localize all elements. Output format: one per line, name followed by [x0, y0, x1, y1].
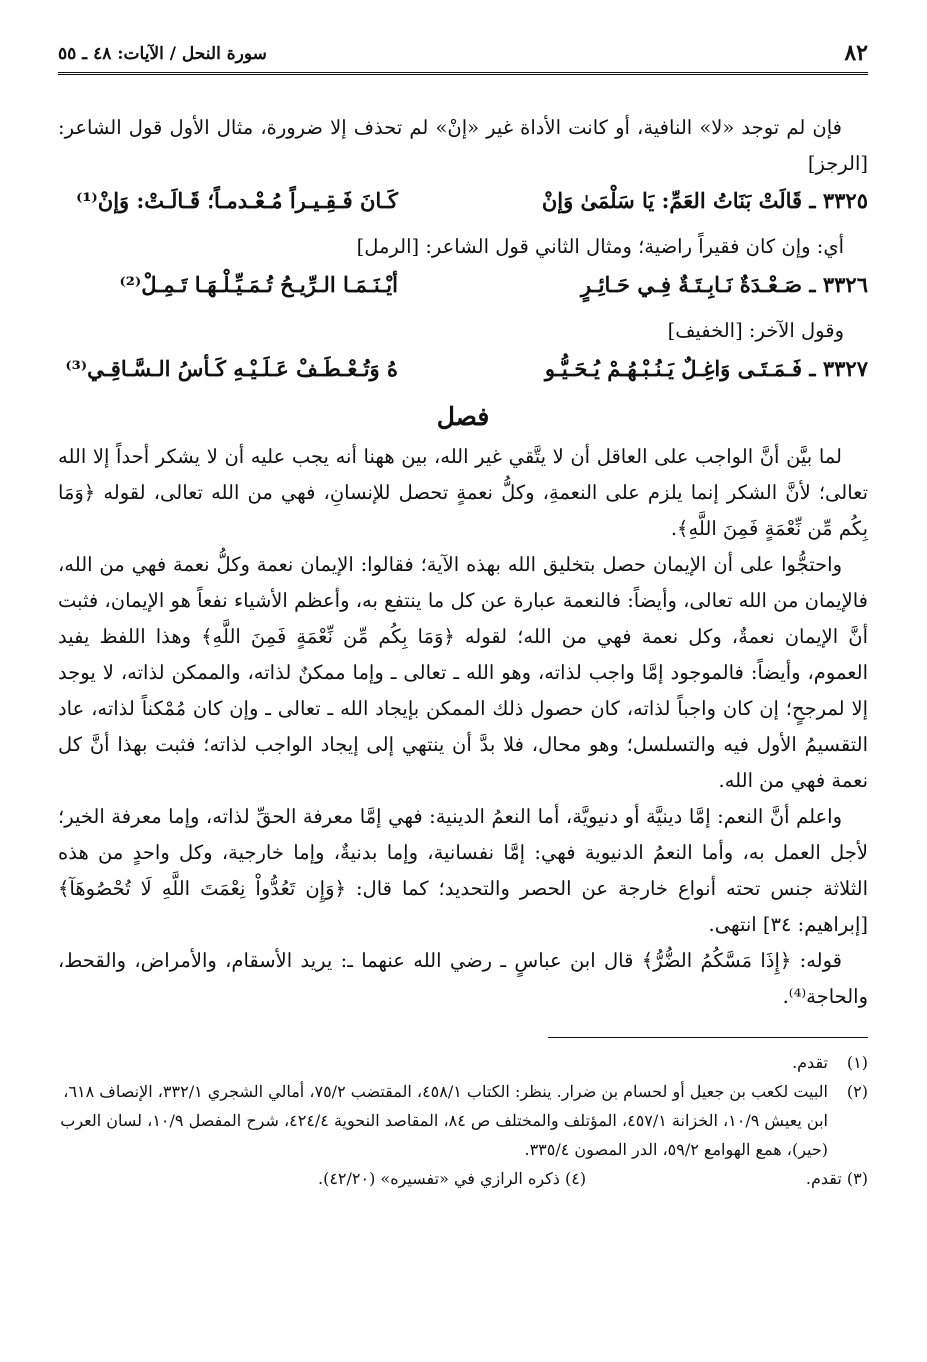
paragraph: أي: وإن كان فقيراً راضية؛ ومثال الثاني قول الشاعر: [الرمل]: [356, 235, 844, 258]
paragraph: وقول الآخر: [الخفيف]: [667, 319, 844, 342]
verse-line: [58, 266, 868, 312]
verse-hemistich: ٣٣٢٦ ـ صَـعْـدَةٌ نَـابِـتَـةٌ فِـي حَـائِـرٍ: [580, 272, 868, 297]
verse-line: [58, 350, 868, 396]
verse-hemistich: كَـانَ فَـقِـيـراً مُـعْـدمـاً؛ قَـالَـتْ: وَإنْ⁽¹⁾: [76, 188, 398, 213]
page-header: [58, 38, 868, 74]
footnotes: [58, 1048, 868, 1194]
footnote-marker: (٢): [846, 1082, 868, 1101]
verse-hemistich: هُ وَتُـعْـطَـفْ عَـلَـيْـهِ كَـأسُ الـسَّـاقِـي⁽³⁾: [65, 356, 398, 381]
book-page: [58, 38, 868, 1338]
footnote-text: البيت لكعب بن جعيل أو لحسام بن ضرار. ينظر: الكتاب ٤٥٨/١، المقتضب ٧٥/٢، أمالي الشجري ٣٣٢/١، الإنصاف ٦١٨، ابن يعيش ١٠/٩، الخزانة ٤٥٧/١، المؤتلف والمختلف ص ٨٤، المقاصد النحوية ٤٢٤/٤، شرح المفصل ١٠/٩، لسان العرب (حير)، همع الهوامع ٥٩/٢، الدر المصون ٣٣٥/٤.: [60, 1082, 828, 1159]
footnote: (٣) تقدم.: [805, 1169, 868, 1188]
paragraph: واحتجُّوا على أن الإيمان حصل بتخليق الله بهذه الآية؛ فقالوا: الإيمان نعمة وكلُّ نعمة فهي من الله، فالإيمان من الله تعالى، وأيضاً: فالنعمة عبارة عن كل ما ينتفع به، وأعظم الأشياء نفعاً هو الإيمان، فثبت أنَّ الإيمان نعمةٌ، وكل نعمة فهي من الله؛ لقوله ﴿وَمَا بِكُم مِّن نِّعْمَةٍ فَمِنَ اللَّهِ﴾ وهذا اللفظ يفيد العموم، وأيضاً: فالموجود إمَّا واجب لذاته، وهو الله ـ تعالى ـ وإما ممكنٌ لذاته، والممكن لذاته، لا يوجد إلا لمرجحٍ؛ إن كان واجباً لذاته، كان حصول ذلك الممكن بإيجاد الله ـ تعالى ـ وإن كان مُمْكناً لذاته، عاد التقسيمُ الأول فيه والتسلسل؛ وهو محال، فلا بدَّ أن ينتهي إلى إيجاد الواجب لذاته؛ فثبت بهذا أنَّ كل نعمة فهي من الله.: [58, 553, 868, 792]
verse-line: [58, 182, 868, 228]
paragraph: واعلم أنَّ النعم: إمَّا دينيَّة أو دنيويَّة، أما النعمُ الدينية: فهي إمَّا معرفة الحقِّ لذاته، وإما معرفة الخير؛ لأجل العمل به، وأما النعمُ الدنيوية فهي: إمَّا نفسانية، وإما بدنيةٌ، وإما خارجية، وكل واحدٍ من هذه الثلاثة جنس تحته أنواع خارجة عن الحصر والتحديد؛ كما قال: ﴿وَإِن تَعُدُّواْ نِعْمَتَ اللَّهِ لَا تُحْصُوهَآ﴾ [إبراهيم: ٣٤] انتهى.: [58, 805, 868, 936]
body-text: [58, 110, 868, 1015]
footnote-rule: [548, 1037, 868, 1038]
footnote-row: [58, 1164, 868, 1194]
paragraph: قوله: ﴿إِذَا مَسَّكُمُ الضُّرُّ﴾ قال ابن عباسٍ ـ رضي الله عنهما ـ: يريد الأسقام، والأمراض، والقحط، والحاجة⁽⁴⁾.: [58, 949, 868, 1008]
page-number: ٨٢: [844, 40, 868, 66]
footnote-marker: (١): [846, 1053, 868, 1072]
running-title: سورة النحل / الآيات: ٤٨ ـ ٥٥: [58, 44, 267, 64]
footnote: [58, 1077, 868, 1164]
section-heading: فصل: [436, 402, 490, 431]
footnote-text: تقدم.: [792, 1053, 828, 1072]
footnote: [58, 1048, 868, 1077]
paragraph: لما بيَّن أنَّ الواجب على العاقل أن لا يتَّقي غير الله، بين ههنا أنه يجب عليه أن لا يشكر أحداً إلا الله تعالى؛ لأنَّ الشكر إنما يلزم على النعمةِ، وكلُّ نعمةٍ تحصل للإنسانِ، فهي من الله تعالى، لقوله ﴿وَمَا بِكُم مِّن نِّعْمَةٍ فَمِنَ اللَّهِ﴾.: [58, 445, 868, 540]
footnote: (٤) ذكره الرازي في «تفسيره» (٤٢/٢٠).: [318, 1169, 587, 1188]
verse-hemistich: أيْـنَـمَـا الـرِّيـحُ تُـمَـيِّـلْـهَـا تَـمِـلْ⁽²⁾: [119, 272, 398, 297]
header-rule: [58, 72, 868, 75]
verse-hemistich: ٣٣٢٥ ـ قَالَتْ بَنَاتُ العَمِّ: يَا سَلْمَىٰ وَإنْ: [541, 188, 868, 213]
verse-hemistich: ٣٣٢٧ ـ فَـمَـتَـى وَاغِـلٌ يَـنُـبْـهُـمْ يُـحَـيُّـو: [544, 356, 868, 381]
paragraph: فإن لم توجد «لا» النافية، أو كانت الأداة غير «إنْ» لم تحذف إلا ضرورة، مثال الأول قول الشاعر: [الرجز]: [58, 116, 868, 175]
